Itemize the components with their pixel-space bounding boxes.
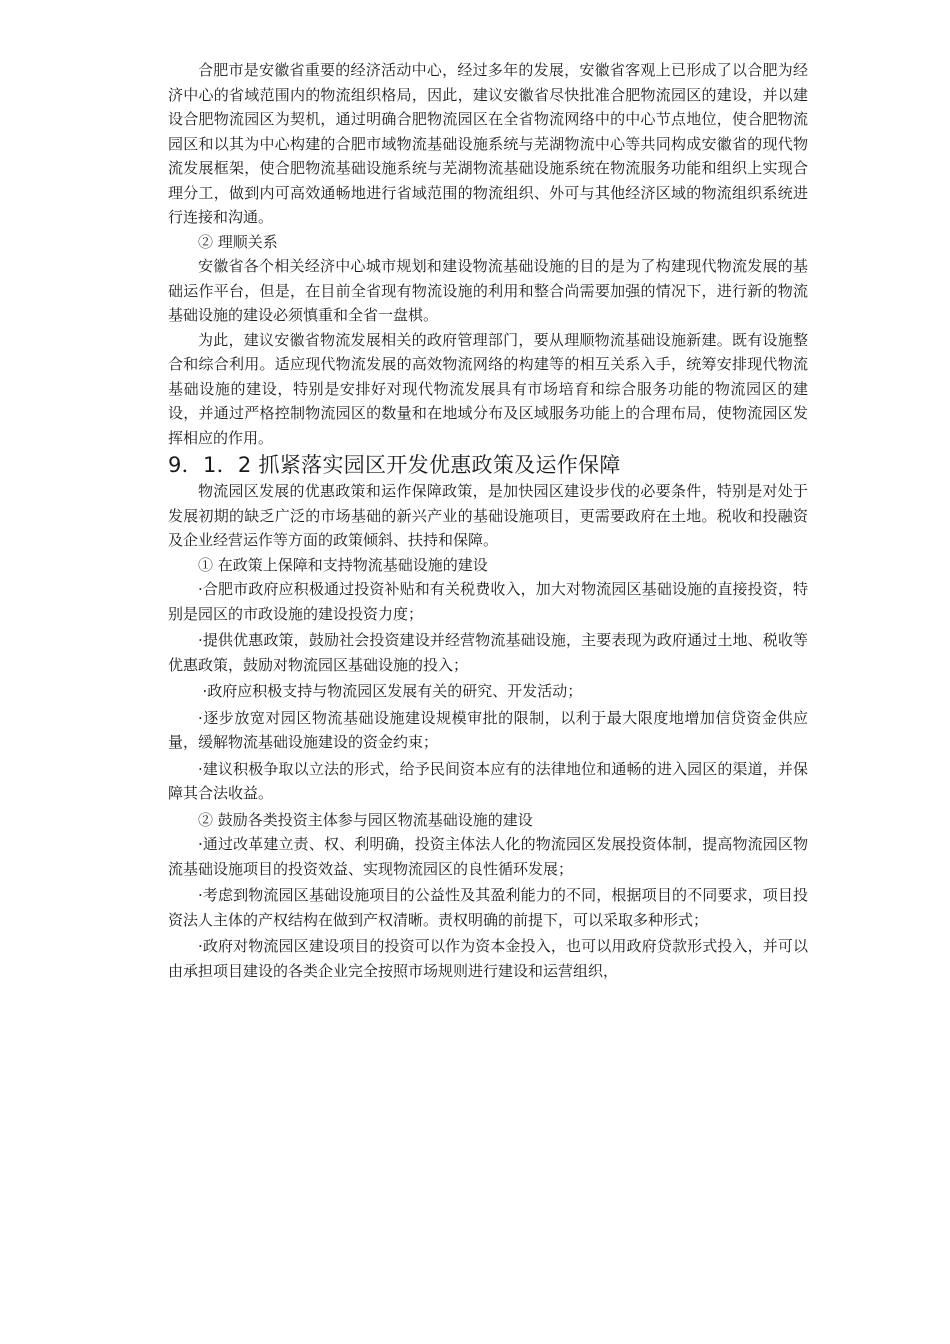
- list-item: ·通过改革建立责、权、利明确，投资主体法人化的物流园区发展投资体制，提高物流园区物流基础设施项目的投资效益、实现物流园区的良性循环发展；: [168, 835, 808, 878]
- list-item: ·考虑到物流园区基础设施项目的公益性及其盈利能力的不同，根据项目的不同要求，项目投资法人主体的产权结构在做到产权清晰。责权明确的前提下，可以采取多种形式；: [168, 886, 808, 929]
- document-page: [168, 58, 808, 985]
- paragraph-government-recommendation: 为此，建议安徽省物流发展相关的政府管理部门，要从理顺物流基础设施新建。既有设施整合和综合利用。适应现代物流发展的高效物流网络的构建等的相互关系入手，统筹安排现代物流基础设施的建设，特别是安排好对现代物流发展具有市场培育和综合服务功能的物流园区的建设，并通过严格控制物流园区的数量和在地域分布及区域服务功能上的合理布局，使物流园区发挥相应的作用。: [168, 330, 808, 447]
- list-item: ·提供优惠政策，鼓励社会投资建设并经营物流基础设施，主要表现为政府通过土地、税收等优惠政策，鼓励对物流园区基础设施的投入；: [168, 631, 808, 674]
- list-item: ·建议积极争取以立法的形式，给予民间资本应有的法律地位和通畅的进入园区的渠道，并保障其合法收益。: [168, 759, 808, 802]
- subheading-policy-support: ① 在政策上保障和支持物流基础设施的建设: [198, 555, 488, 574]
- list-item: ·逐步放宽对园区物流基础设施建设规模审批的限制，以利于最大限度地增加信贷资金供应量，缓解物流基础设施建设的资金约束；: [168, 708, 808, 751]
- list-item: ·政府对物流园区建设项目的投资可以作为资本金投入，也可以用政府贷款形式投入，并可以由承担项目建设的各类企业完全按照市场规则进行建设和运营组织，: [168, 937, 808, 980]
- list-item: ·合肥市政府应积极通过投资补贴和有关税费收入，加大对物流园区基础设施的直接投资，特别是园区的市政设施的建设投资力度；: [168, 580, 808, 623]
- paragraph-infrastructure-purpose: 安徽省各个相关经济中心城市规划和建设物流基础设施的目的是为了构建现代物流发展的基础运作平台，但是，在目前全省现有物流设施的利用和整合尚需要加强的情况下，进行新的物流基础设施的建设必须慎重和全省一盘棋。: [168, 257, 808, 324]
- subheading-investment-encouragement: ② 鼓励各类投资主体参与园区物流基础设施的建设: [198, 810, 533, 829]
- subheading-rationalize-relations: ② 理顺关系: [198, 232, 278, 251]
- paragraph-hefei-center: 合肥市是安徽省重要的经济活动中心，经过多年的发展，安徽省客观上已形成了以合肥为经济中心的省域范围内的物流组织格局，因此，建议安徽省尽快批准合肥物流园区的建设，并以建设合肥物流园区为契机，通过明确合肥物流园区在全省物流网络中的中心节点地位，使合肥物流园区和以其为中心构建的合肥市域物流基础设施系统与芜湖物流中心等共同构成安徽省的现代物流发展框架，使合肥物流基础设施系统与芜湖物流基础设施系统在物流服务功能和组织上实现合理分工，做到内可高效通畅地进行省域范围的物流组织、外可与其他经济区域的物流组织系统进行连接和沟通。: [168, 61, 808, 226]
- paragraph-policy-intro: 物流园区发展的优惠政策和运作保障政策，是加快园区建设步伐的必要条件，特别是对处于发展初期的缺乏广泛的市场基础的新兴产业的基础设施项目，更需要政府在土地。税收和投融资及企业经营运作等方面的政策倾斜、扶持和保障。: [168, 482, 808, 549]
- list-item: ·政府应积极支持与物流园区发展有关的研究、开发活动；: [202, 682, 583, 700]
- section-heading-9-1-2: 9．1．2 抓紧落实园区开发优惠政策及运作保障: [168, 453, 621, 477]
